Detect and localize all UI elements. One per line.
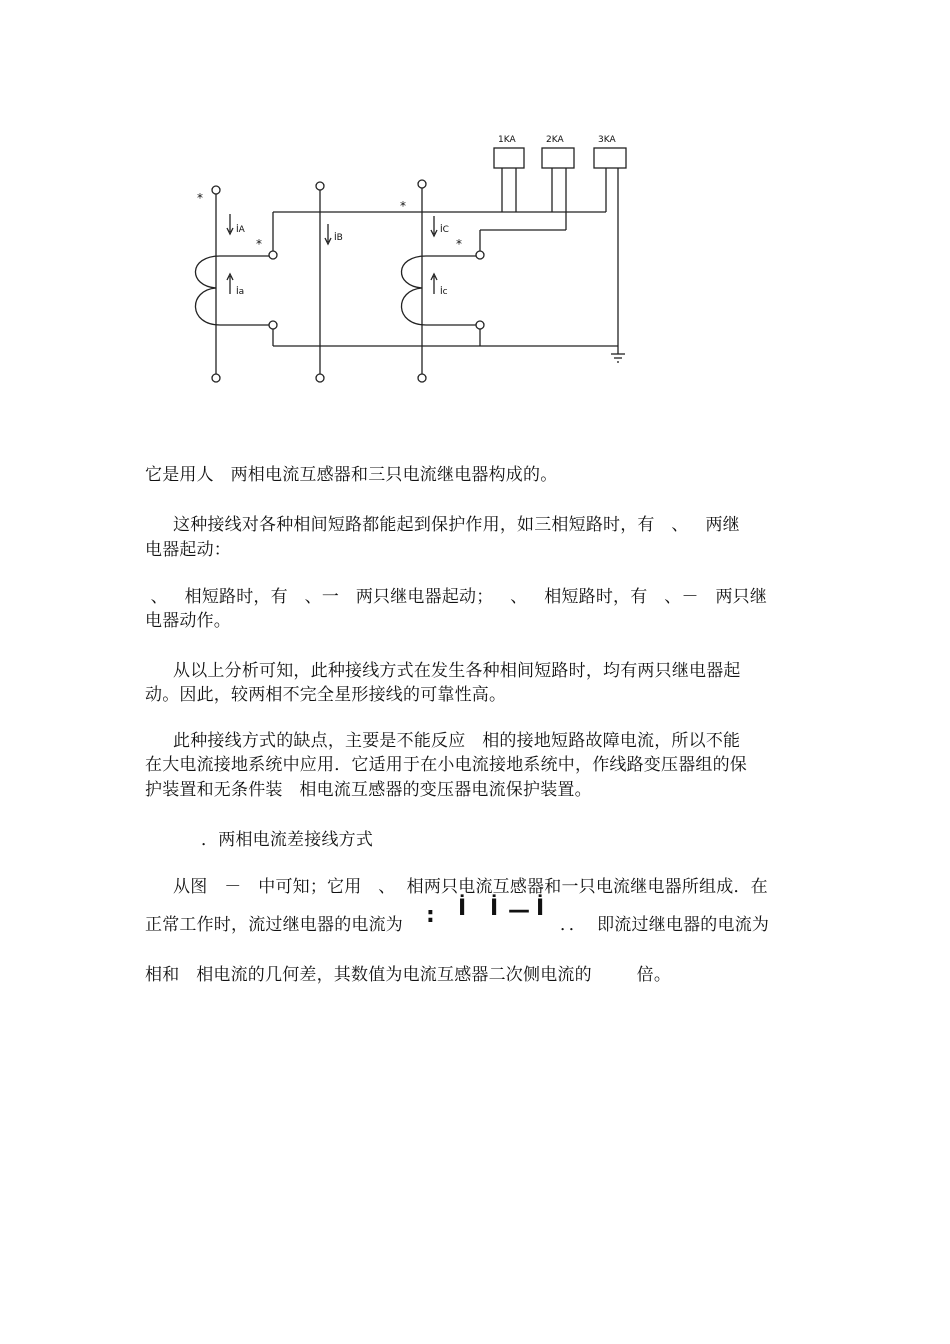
polarity-mark-a1: * (197, 191, 203, 205)
circuit-diagram (180, 118, 640, 398)
paragraph-1: 它是用人 两相电流互感器和三只电流继电器构成的。 (145, 465, 558, 485)
section-heading: ．两相电流差接线方式 (145, 830, 374, 850)
polarity-mark-a2: * (256, 237, 262, 251)
current-label-sec-c: İc (440, 287, 448, 297)
paragraph-7-line-2a: 正常工作时，流过继电器的电流为 (145, 915, 403, 935)
formula-current-1: İ (458, 896, 467, 921)
current-label-sec-a: İa (236, 287, 245, 297)
relay-box-3 (594, 148, 626, 168)
paragraph-7-line-1: 从图 － 中可知；它用 、 相两只电流互感器和一只电流继电器所组成．在 (145, 877, 768, 897)
paragraph-3-line-2: 电器动作。 (145, 611, 231, 631)
paragraph-4-line-1: 从以上分析可知，此种接线方式在发生各种相间短路时，均有两只继电器起 (145, 661, 741, 681)
formula-current-2: İ (490, 896, 499, 921)
paragraph-7-line-3: 相和 相电流的几何差，其数值为电流互感器二次侧电流的 倍。 (145, 965, 672, 985)
relay-label-1: 1KA (498, 135, 516, 145)
polarity-mark-c1: * (400, 199, 406, 213)
polarity-mark-c2: * (456, 237, 462, 251)
paragraph-4-line-2: 动。因此，较两相不完全星形接线的可靠性高。 (145, 685, 507, 705)
paragraph-2-line-1: 这种接线对各种相间短路都能起到保护作用，如三相短路时，有 、 两继 (145, 515, 740, 535)
formula-minus: — (508, 898, 530, 923)
formula-current-3: İ (536, 896, 545, 921)
current-label-ia: İA (236, 225, 245, 235)
paragraph-2-line-2: 电器起动： (145, 540, 231, 560)
relay-box-2 (542, 148, 574, 168)
paragraph-5-line-1: 此种接线方式的缺点，主要是不能反应 相的接地短路故障电流，所以不能 (145, 731, 741, 751)
relay-box-1 (494, 148, 524, 168)
current-label-ic: İC (440, 225, 449, 235)
paragraph-5-line-3: 护装置和无条件装 相电流互感器的变压器电流保护装置。 (145, 780, 592, 800)
paragraph-3-line-1: 、 相短路时，有 、一 两只继电器起动； 、 相短路时，有 、－ 两只继 (145, 587, 768, 607)
relay-label-2: 2KA (546, 135, 564, 145)
current-label-ib: İB (334, 233, 343, 243)
relay-label-3: 3KA (598, 135, 616, 145)
paragraph-5-line-2: 在大电流接地系统中应用．它适用于在小电流接地系统中，作线路变压器组的保 (145, 755, 747, 775)
formula-colon: : (426, 903, 435, 928)
paragraph-7-line-2b: ．． 即流过继电器的电流为 (560, 915, 770, 935)
